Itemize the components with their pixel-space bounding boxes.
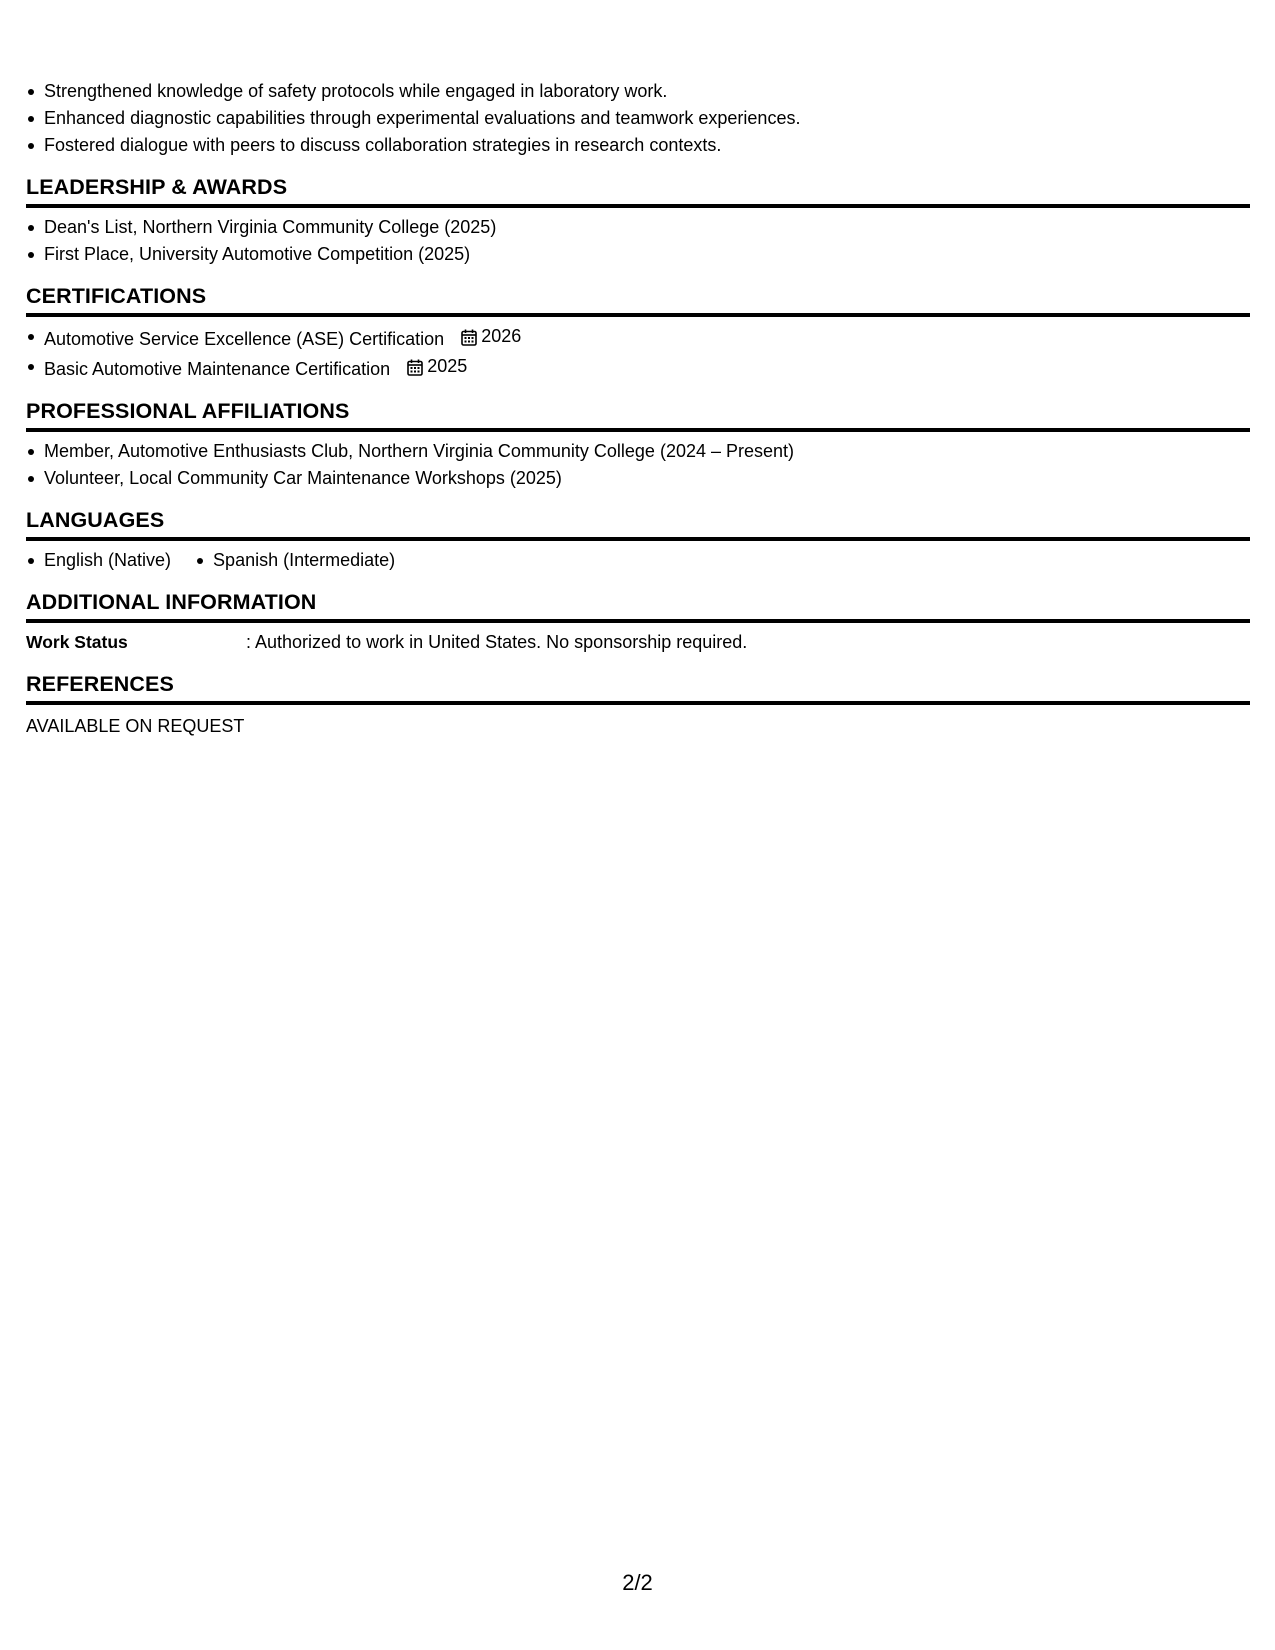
list-item: Strengthened knowledge of safety protocols while engaged in laboratory work. — [26, 78, 1250, 105]
section-heading: ADDITIONAL INFORMATION — [26, 588, 1250, 623]
section-heading: REFERENCES — [26, 670, 1250, 705]
languages-list — [26, 547, 1250, 574]
certification-date — [407, 353, 467, 380]
list-item: First Place, University Automotive Competition (2025) — [26, 241, 1250, 268]
list-item: Enhanced diagnostic capabilities through experimental evaluations and teamwork experiences. — [26, 105, 1250, 132]
list-item: English (Native) — [26, 547, 171, 574]
list-item: Fostered dialogue with peers to discuss collaboration strategies in research contexts. — [26, 132, 1250, 159]
section-heading: CERTIFICATIONS — [26, 282, 1250, 317]
list-item — [26, 353, 1250, 383]
certifications-section — [26, 282, 1250, 383]
date-text: 2026 — [481, 326, 522, 346]
calendar-icon — [407, 359, 423, 376]
certification-name: Automotive Service Excellence (ASE) Certification — [44, 329, 445, 349]
affiliations-list — [26, 438, 1250, 492]
leadership-section — [26, 173, 1250, 268]
certifications-list — [26, 323, 1250, 383]
list-item — [26, 323, 1250, 353]
list-item: Volunteer, Local Community Car Maintenance Workshops (2025) — [26, 465, 1250, 492]
references-text: AVAILABLE ON REQUEST — [26, 716, 245, 736]
languages-section — [26, 506, 1250, 574]
section-heading: LEADERSHIP & AWARDS — [26, 173, 1250, 208]
experience-bullets — [26, 78, 1250, 159]
section-heading: LANGUAGES — [26, 506, 1250, 541]
references-section — [26, 670, 1250, 740]
list-item: Dean's List, Northern Virginia Community College (2025) — [26, 214, 1250, 241]
list-item: Member, Automotive Enthusiasts Club, Northern Virginia Community College (2024 – Present) — [26, 438, 1250, 465]
work-status-row — [26, 629, 1250, 656]
section-heading: PROFESSIONAL AFFILIATIONS — [26, 397, 1250, 432]
affiliations-section — [26, 397, 1250, 492]
certification-date — [461, 323, 521, 350]
resume-page — [26, 78, 1250, 740]
work-status-value: : Authorized to work in United States. No sponsorship required. — [246, 632, 748, 652]
date-text: 2025 — [427, 356, 468, 376]
work-status-label: Work Status — [26, 632, 128, 652]
list-item: Spanish (Intermediate) — [195, 547, 395, 574]
page-number: 2/2 — [622, 1570, 653, 1595]
additional-info-section — [26, 588, 1250, 656]
calendar-icon — [461, 329, 477, 346]
certification-name: Basic Automotive Maintenance Certification — [44, 359, 391, 379]
leadership-list — [26, 214, 1250, 268]
